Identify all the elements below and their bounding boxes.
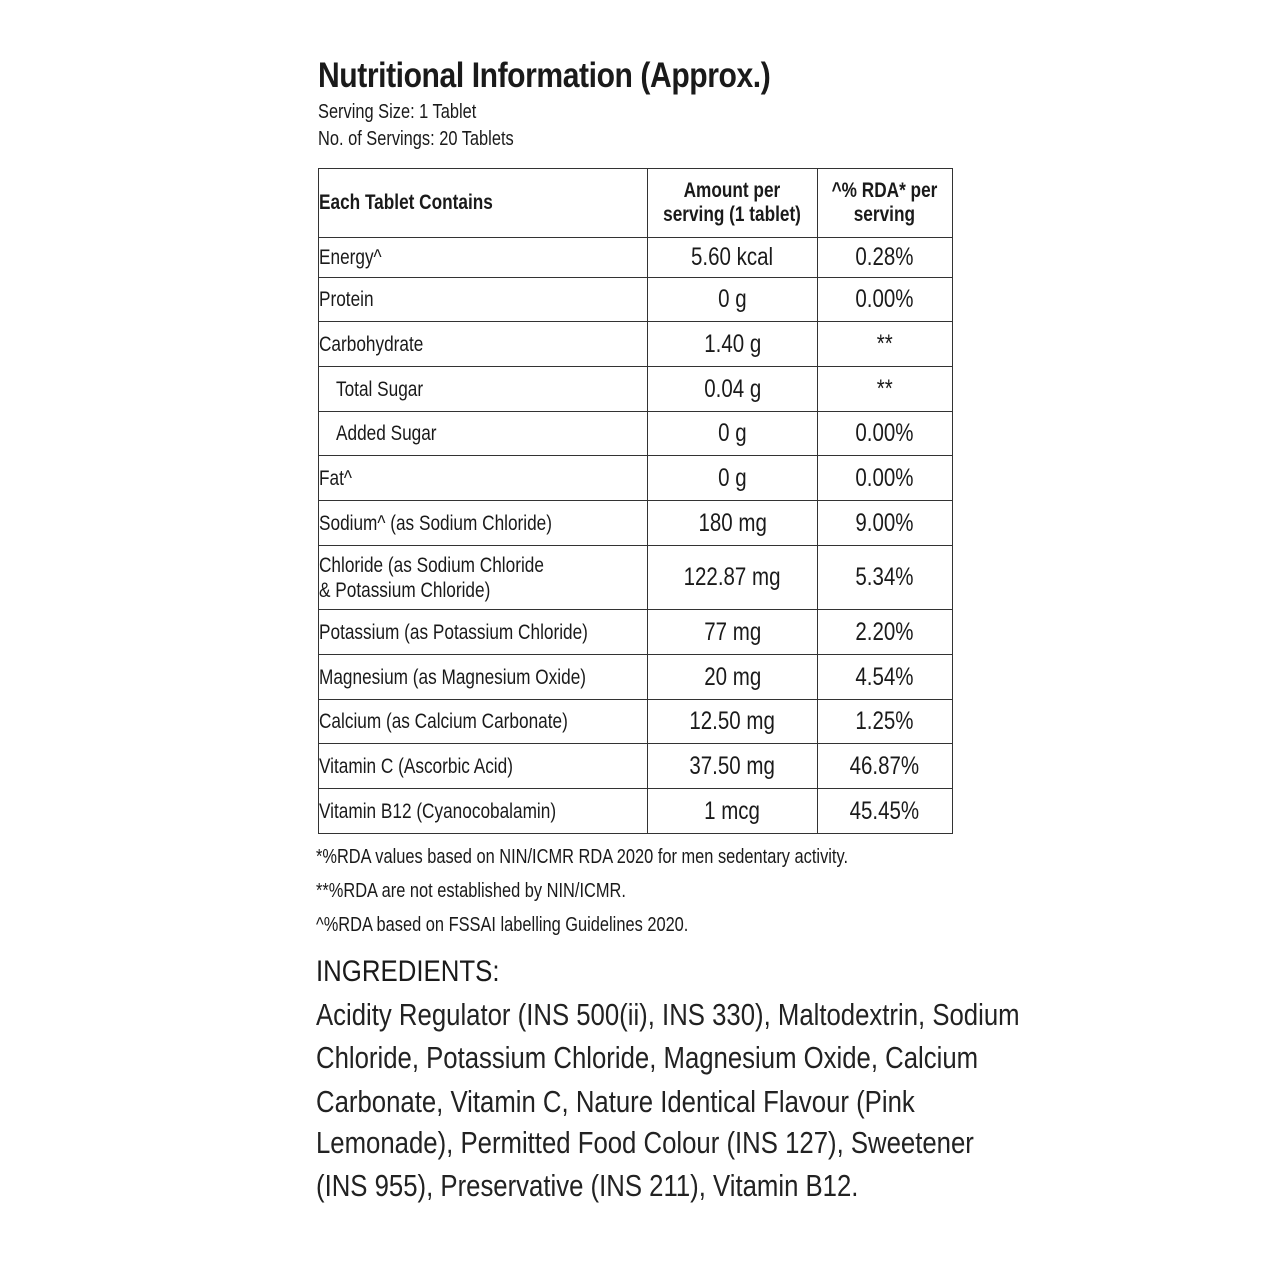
ingredients-line: Lemonade), Permitted Food Colour (INS 127), Sweetener <box>316 1125 974 1160</box>
table-row <box>319 610 953 655</box>
nutrient-amount: 0.04 g <box>703 374 761 403</box>
header-amount-line-2: serving (1 tablet) <box>663 203 802 226</box>
page-title: Nutritional Information (Approx.) <box>318 56 771 95</box>
table-row <box>319 456 953 501</box>
header-nutrient <box>319 169 648 238</box>
nutrient-name: Magnesium (as Magnesium Oxide) <box>319 665 587 689</box>
nutrient-name: Protein <box>319 288 374 311</box>
nutrient-rda: 1.25% <box>855 707 914 735</box>
header-nutrient-label: Each Tablet Contains <box>319 191 493 214</box>
header-amount-line-1: Amount per <box>683 179 781 202</box>
nutrient-rda: ** <box>876 329 893 358</box>
nutrient-rda: 0.00% <box>855 285 914 313</box>
nutrient-name: Total Sugar <box>336 377 424 401</box>
table-row <box>319 238 953 278</box>
nutrient-name: Calcium (as Calcium Carbonate) <box>319 710 568 733</box>
nutrient-amount: 0 g <box>718 419 747 447</box>
nutrient-amount: 1 mcg <box>704 796 761 825</box>
table-row <box>319 789 953 834</box>
ingredients-line: Chloride, Potassium Chloride, Magnesium Oxide, Calcium <box>316 1040 979 1075</box>
table-row <box>319 367 953 412</box>
nutrient-rda: 46.87% <box>850 751 920 780</box>
nutrient-name: Potassium (as Potassium Chloride) <box>319 620 588 644</box>
table-row <box>319 546 953 610</box>
nutrient-amount: 180 mg <box>698 508 767 537</box>
nutrient-name: Vitamin C (Ascorbic Acid) <box>319 754 513 778</box>
table-row <box>319 322 953 367</box>
footnote-rda-not-established: **%RDA are not established by NIN/ICMR. <box>316 880 626 902</box>
nutrient-rda: 45.45% <box>850 796 920 825</box>
header-rda-line-2: serving <box>854 203 916 226</box>
nutrient-rda: 0.00% <box>855 463 914 492</box>
nutrient-amount: 1.40 g <box>703 329 761 358</box>
nutrient-amount: 12.50 mg <box>689 707 776 735</box>
nutrient-rda: 9.00% <box>855 508 914 537</box>
nutrient-rda: 5.34% <box>855 563 914 591</box>
nutrient-name: Vitamin B12 (Cyanocobalamin) <box>319 799 557 823</box>
header-amount <box>647 169 817 238</box>
nutrient-name: Carbohydrate <box>319 332 424 356</box>
ingredients-line: Carbonate, Vitamin C, Nature Identical Flavour (Pink <box>316 1084 915 1119</box>
nutrient-amount: 0 g <box>718 285 747 313</box>
nutrient-amount: 122.87 mg <box>683 563 781 591</box>
table-header-row <box>319 169 953 238</box>
ingredients-title: INGREDIENTS: <box>316 955 500 988</box>
nutrient-amount: 0 g <box>718 463 747 492</box>
nutrient-rda: 4.54% <box>855 662 914 691</box>
footnote-rda-basis: *%RDA values based on NIN/ICMR RDA 2020 for men sedentary activity. <box>316 846 849 868</box>
nutrient-name: Added Sugar <box>336 422 437 445</box>
ingredients-line: (INS 955), Preservative (INS 211), Vitamin B12. <box>316 1168 859 1203</box>
nutrient-rda: 0.00% <box>855 419 914 447</box>
nutrient-amount: 37.50 mg <box>689 751 776 780</box>
number-of-servings: No. of Servings: 20 Tablets <box>318 128 514 150</box>
table-row <box>319 278 953 322</box>
nutrient-amount: 20 mg <box>703 662 761 691</box>
nutrient-amount: 5.60 kcal <box>691 243 774 271</box>
nutrient-name: Chloride (as Sodium Chloride <box>319 553 544 577</box>
header-rda <box>817 169 952 238</box>
nutrient-name: Fat^ <box>319 466 352 490</box>
footnote-fssai: ^%RDA based on FSSAI labelling Guidelines 2020. <box>316 914 689 936</box>
nutrient-rda: 0.28% <box>855 243 914 271</box>
header-rda-line-1: ^% RDA* per <box>831 179 938 202</box>
table-row <box>319 412 953 456</box>
table-row <box>319 655 953 700</box>
nutrition-table <box>318 168 953 834</box>
nutrient-amount: 77 mg <box>703 617 761 646</box>
nutrient-name-line-2: & Potassium Chloride) <box>319 578 491 602</box>
table-row <box>319 700 953 744</box>
ingredients-line: Acidity Regulator (INS 500(ii), INS 330), Maltodextrin, Sodium <box>316 997 1020 1032</box>
nutrient-rda: 2.20% <box>855 617 914 646</box>
table-row <box>319 744 953 789</box>
nutrient-rda: ** <box>876 374 893 403</box>
nutrient-name: Energy^ <box>319 246 382 269</box>
table-row <box>319 501 953 546</box>
serving-size: Serving Size: 1 Tablet <box>318 101 477 123</box>
nutrient-name: Sodium^ (as Sodium Chloride) <box>319 511 552 535</box>
